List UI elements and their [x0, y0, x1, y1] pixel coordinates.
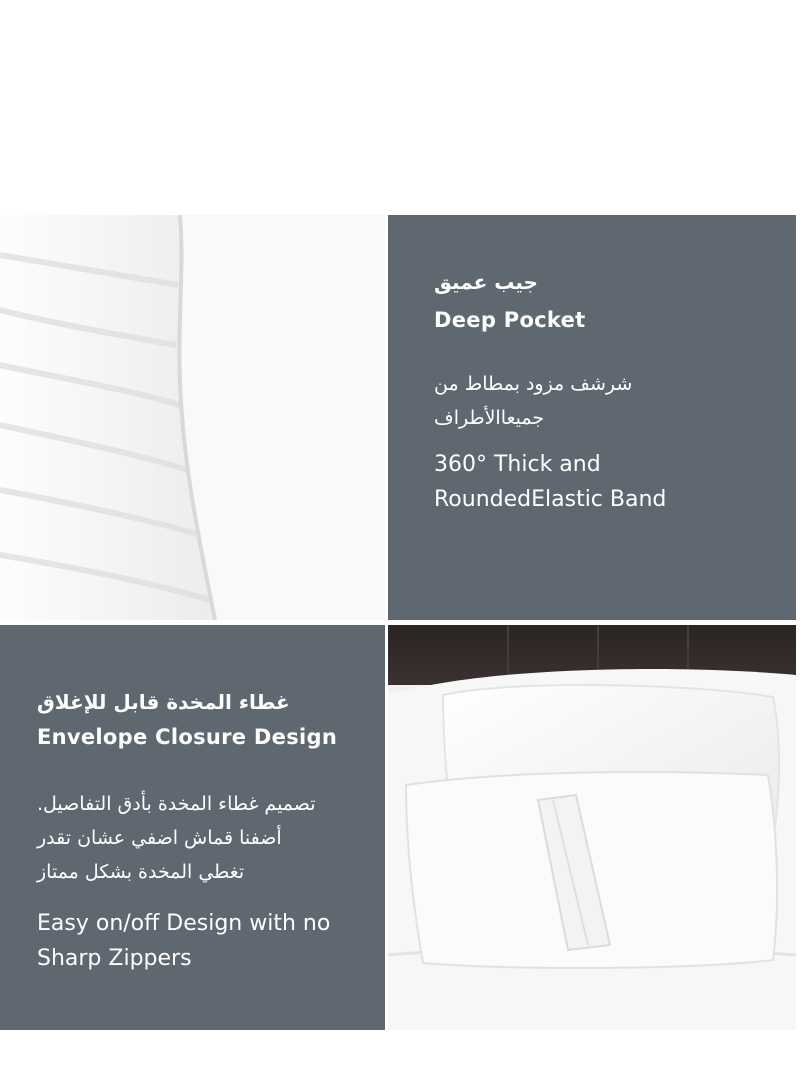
fitted-sheet-illustration	[0, 215, 385, 620]
deep-pocket-title-ar: جيب عميق	[434, 270, 538, 294]
envelope-body-ar	[37, 787, 377, 889]
envelope-body-en-line: Sharp Zippers	[37, 946, 192, 971]
envelope-body-ar-line: أضفنا قماش اضفي عشان تقدر	[37, 827, 282, 849]
fitted-sheet-photo	[0, 215, 385, 620]
envelope-title-ar: غطاء المخدة قابل للإغلاق	[37, 690, 290, 714]
bed-pillows-photo	[388, 625, 796, 1030]
envelope-body-ar-line: تغطي المخدة بشكل ممتاز	[37, 861, 245, 883]
envelope-body-en-line: Easy on/off Design with no	[37, 911, 331, 936]
deep-pocket-body-ar-line: جميعاالأطراف	[434, 407, 545, 429]
deep-pocket-body-en-line: 360° Thick and	[434, 452, 601, 477]
deep-pocket-body-ar-line: شرشف مزود بمطاط من	[434, 373, 633, 395]
bed-pillows-illustration	[388, 625, 796, 1030]
deep-pocket-title-en: Deep Pocket	[434, 308, 586, 332]
deep-pocket-panel	[388, 215, 796, 620]
deep-pocket-body-en	[434, 447, 784, 517]
envelope-body-ar-line: تصميم غطاء المخدة بأدق التفاصيل.	[37, 793, 316, 815]
envelope-body-en	[37, 906, 377, 976]
envelope-closure-panel	[0, 625, 385, 1030]
envelope-title-en: Envelope Closure Design	[37, 725, 338, 749]
deep-pocket-body-en-line: RoundedElastic Band	[434, 487, 667, 512]
deep-pocket-body-ar	[434, 367, 774, 435]
